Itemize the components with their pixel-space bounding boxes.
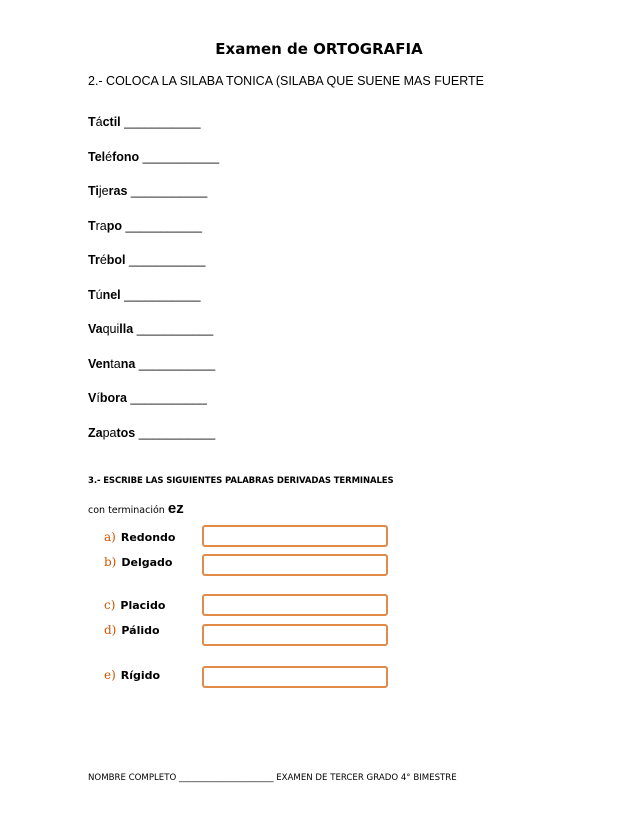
word-segment: é <box>105 149 113 164</box>
answer-blank[interactable]: ___________ <box>130 391 207 405</box>
item-label: Pálido <box>121 624 160 637</box>
word-segment: na <box>120 356 136 371</box>
answer-blank[interactable]: ___________ <box>136 322 214 336</box>
item-d <box>104 623 160 637</box>
word-segment: qui <box>102 322 120 336</box>
page-title: Examen de ORTOGRAFIA <box>215 40 423 58</box>
syllable-word-row <box>88 322 219 357</box>
item-label: Redondo <box>120 531 176 544</box>
syllable-word-row <box>88 391 219 426</box>
syllable-word-row <box>88 115 219 150</box>
word-segment: fono <box>112 149 140 164</box>
word-segment: Va <box>88 322 103 336</box>
answer-blank[interactable]: ___________ <box>124 287 201 302</box>
section-3-subtext <box>88 500 184 517</box>
word-segment: Ven <box>88 356 111 371</box>
item-e <box>104 668 160 682</box>
syllable-word-row <box>88 184 219 219</box>
word-segment: po <box>106 218 123 233</box>
word-segment: V <box>88 391 97 405</box>
word-segment: ra <box>95 218 107 233</box>
item-label: Rígido <box>120 669 161 682</box>
syllable-word-row <box>88 426 219 461</box>
answer-blank[interactable]: ___________ <box>125 218 203 233</box>
word-segment: Ti <box>88 184 99 198</box>
word-segment: T <box>88 218 96 233</box>
word-segment: T <box>88 287 96 302</box>
word-segment: bol <box>106 253 126 267</box>
answer-blank[interactable]: ___________ <box>142 149 220 164</box>
item-letter: e) <box>104 668 116 682</box>
word-segment: nel <box>102 287 121 302</box>
word-segment: ctil <box>102 115 121 129</box>
ending-ez: ez <box>167 500 184 517</box>
syllable-word-row <box>88 150 219 185</box>
answer-blank[interactable]: ___________ <box>138 356 216 371</box>
answer-blank[interactable]: ___________ <box>130 184 208 198</box>
syllable-word-list <box>88 115 219 460</box>
footer-name-line: NOMBRE COMPLETO ______________________ EXAMEN DE TERCER GRADO 4° BIMESTRE <box>88 773 457 783</box>
item-letter: a) <box>104 530 116 544</box>
syllable-word-row <box>88 357 219 392</box>
syllable-word-row <box>88 253 219 288</box>
item-letter: d) <box>104 623 117 637</box>
answer-blank[interactable]: ___________ <box>129 253 206 267</box>
syllable-word-row <box>88 288 219 323</box>
word-segment: ras <box>108 184 128 198</box>
answer-box-a[interactable] <box>202 525 388 547</box>
answer-blank[interactable]: ___________ <box>124 115 201 129</box>
answer-box-d[interactable] <box>202 624 388 646</box>
word-segment: je <box>98 184 109 198</box>
item-c <box>104 598 165 612</box>
word-segment: Za <box>88 425 103 440</box>
word-segment: í <box>96 391 100 405</box>
word-segment: lla <box>119 322 134 336</box>
word-segment: tos <box>116 425 136 440</box>
subtext-label: con terminación <box>88 505 165 516</box>
word-segment: Tr <box>88 253 100 267</box>
word-segment: ta <box>110 356 121 371</box>
answer-box-b[interactable] <box>202 554 388 576</box>
section-2-instruction: 2.- COLOCA LA SILABA TONICA (SILABA QUE SUENE MAS FUERTE <box>88 74 484 88</box>
word-segment: Tel <box>88 149 106 164</box>
word-segment: ú <box>95 287 103 302</box>
section-3-instruction: 3.- ESCRIBE LAS SIGUIENTES PALABRAS DERIVADAS TERMINALES <box>88 476 394 486</box>
syllable-word-row <box>88 219 219 254</box>
word-segment: pa <box>102 425 117 440</box>
word-segment: T <box>88 115 96 129</box>
word-segment: á <box>95 115 103 129</box>
word-segment: bora <box>99 391 127 405</box>
item-label: Delgado <box>121 556 173 569</box>
item-letter: c) <box>104 598 116 612</box>
word-segment: é <box>99 253 107 267</box>
answer-box-c[interactable] <box>202 594 388 616</box>
answer-box-e[interactable] <box>202 666 388 688</box>
answer-blank[interactable]: ___________ <box>138 425 216 440</box>
item-label: Placido <box>120 599 166 612</box>
item-b <box>104 555 172 569</box>
item-letter: b) <box>104 555 117 569</box>
item-a <box>104 530 175 544</box>
